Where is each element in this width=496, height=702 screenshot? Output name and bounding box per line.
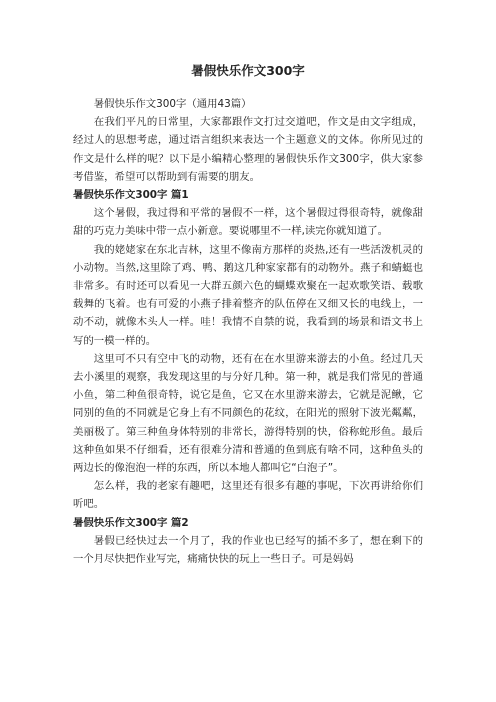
intro-subtitle: 暑假快乐作文300字（通用43篇） xyxy=(93,98,252,110)
section-heading: 暑假快乐作文300字 篇2 xyxy=(73,516,189,529)
document-title: 暑假快乐作文300字 xyxy=(191,63,305,78)
section-paragraph: 我的姥姥家在东北吉林，这里不像南方那样的炎热,还有一些活泼机灵的小动物。当然,这里除了鸡、鸭、鹅这几种家家都有的动物外。燕子和蜻蜓也非常多。有时还可以看见一大群五颜六色的蝴蝶欢聚在一起欢歌笑语、载歌载舞的飞着。也有可爱的小燕子排着整齐的队伍停在又细又长的电线上，一动不动，就像木头人一样。哇！我情不自禁的说，我看到的场景和语文书上写的一模一样的。 xyxy=(73,243,423,347)
section-heading: 暑假快乐作文300字 篇1 xyxy=(73,189,189,202)
section-paragraph: 怎么样，我的老家有趣吧，这里还有很多有趣的事呢，下次再讲给你们听吧。 xyxy=(73,480,423,511)
section-paragraph: 暑假已经快过去一个月了，我的作业也已经写的插不多了，想在剩下的一个月尽快把作业写完，痛痛快快的玩上一些日子。可是妈妈 xyxy=(73,534,423,566)
section-paragraph: 这个暑假，我过得和平常的暑假不一样，这个暑假过得很奇特，就像甜甜的巧克力美味中带一点小新意。要说哪里不一样,读完你就知道了。 xyxy=(73,207,423,238)
intro-paragraph: 在我们平凡的日常里，大家都跟作文打过交道吧，作文是由文字组成，经过人的思想考虑，通过语言组织来表达一个主题意义的文体。你所见过的作文是什么样的呢？以下是小编精心整理的暑假快乐作文300字，供大家参考借鉴，希望可以帮助到有需要的朋友。 xyxy=(73,116,423,183)
section-paragraph: 这里可不只有空中飞的动物，还有在在水里游来游去的小鱼。经过几天去小溪里的观察，我发现这里的与分好几种。第一种，就是我们常见的普通小鱼，第二种鱼很奇特，说它是鱼，它又在水里游来游去，它就是泥鳅，它同别的鱼的不同就是它身上有不同颜色的花纹，在阳光的照射下波光粼粼，美丽极了。第三种鱼身体特别的非常长，游得特别的快，俗称蛇形鱼。最后这种鱼如果不仔细看，还有很难分清和普通的鱼到底有啥不同，这种鱼头的两边长的像泡泡一样的东西，所以本地人都叫它“白泡子”。 xyxy=(73,352,423,475)
